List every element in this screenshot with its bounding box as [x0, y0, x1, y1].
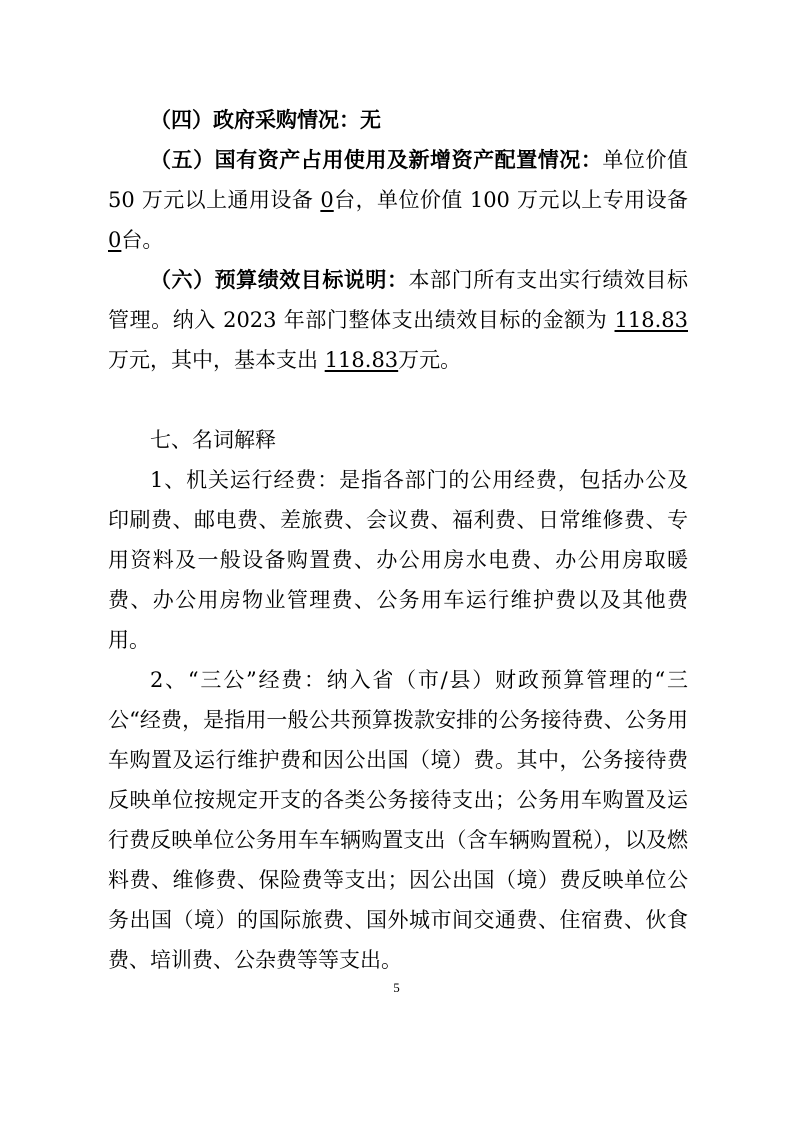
performance-text-2: 万元，其中，基本支出 — [108, 348, 325, 372]
performance-text-3: 万元。 — [398, 348, 462, 372]
assets-text-3: 台。 — [121, 228, 164, 252]
procurement-heading: （四）政府采购情况：无 — [150, 107, 381, 132]
assets-text-2: 台，单位价值 100 万元以上专用设备 — [333, 188, 689, 212]
basic-expenditure-amount: 118.83 — [324, 348, 399, 372]
performance-total-amount: 118.83 — [614, 308, 688, 332]
general-equipment-count: 0 — [320, 188, 334, 212]
glossary-item-2: 2、“三公”经费：纳入省（市/县）财政预算管理的“三公“经费，是指用一般公共预算拨款安排的公务接待费、公务用车购置及运行维护费和因公出国（境）费。其中，公务接待费反映单位按规定开支的各类公务接待支出；公务用车购置及运行费反映单位公务用车车辆购置支出（含车辆购置税），以及燃料费、维修费、保险费等支出；因公出国（境）费反映单位公务出国（境）的国际旅费、国外城市间交通费、住宿费、伙食费、培训费、公杂费等等支出。 — [108, 668, 688, 972]
performance-paragraph — [108, 260, 688, 380]
performance-text-1: 本部门所有支出实行绩效目标管理。纳入 2023 年部门整体支出绩效目标的金额为 — [108, 268, 688, 332]
performance-heading: （六）预算绩效目标说明： — [150, 267, 409, 292]
page-number: 5 — [393, 980, 400, 995]
assets-heading: （五）国有资产占用使用及新增资产配置情况： — [150, 147, 603, 172]
assets-text-1: 单位价值 50 万元以上通用设备 — [108, 148, 688, 212]
glossary-item-1: 1、机关运行经费：是指各部门的公用经费，包括办公及印刷费、邮电费、差旅费、会议费、福利费、日常维修费、专用资料及一般设备购置费、办公用房水电费、办公用房取暖费、办公用房物业管理费、公务用车运行维护费以及其他费用。 — [108, 468, 688, 652]
document-body — [108, 100, 688, 980]
special-equipment-count: 0 — [108, 228, 122, 252]
glossary-title: 七、名词解释 — [150, 428, 276, 452]
assets-paragraph — [108, 140, 688, 260]
